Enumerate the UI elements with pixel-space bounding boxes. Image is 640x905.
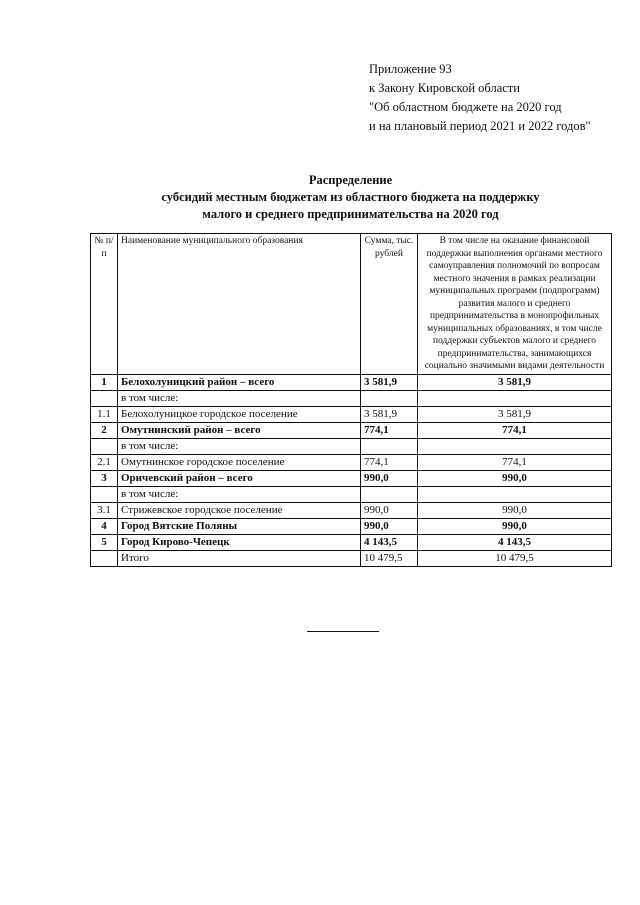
title-line: малого и среднего предпринимательства на 2020 год	[202, 207, 499, 221]
row-sum: 4 143,5	[361, 534, 418, 550]
row-incl: 10 479,5	[418, 550, 612, 566]
row-num: 4	[91, 518, 118, 534]
row-name: Омутнинский район – всего	[118, 422, 361, 438]
row-sum: 10 479,5	[361, 550, 418, 566]
row-name: Город Вятские Поляны	[118, 518, 361, 534]
row-num	[91, 486, 118, 502]
row-name: Стрижевское городское поселение	[118, 502, 361, 518]
table-row	[91, 486, 612, 502]
row-name: Белохолуницкое городское поселение	[118, 406, 361, 422]
title-line: субсидий местным бюджетам из областного бюджета на поддержку	[161, 190, 540, 204]
closing-line	[307, 631, 379, 632]
table-row	[91, 422, 612, 438]
row-num: 1	[91, 374, 118, 390]
appendix-line: к Закону Кировской области	[369, 81, 520, 95]
row-name: Омутнинское городское поселение	[118, 454, 361, 470]
row-incl	[418, 390, 612, 406]
row-num	[91, 438, 118, 454]
table-row	[91, 550, 612, 566]
row-sum: 990,0	[361, 518, 418, 534]
row-num: 1.1	[91, 406, 118, 422]
table-row	[91, 374, 612, 390]
row-name: Город Кирово-Чепецк	[118, 534, 361, 550]
row-num	[91, 390, 118, 406]
appendix-line: Приложение 93	[369, 62, 452, 76]
table-header-row	[91, 234, 612, 375]
row-incl	[418, 486, 612, 502]
appendix-block	[369, 60, 591, 136]
row-incl	[418, 438, 612, 454]
subsidy-table	[90, 233, 612, 567]
table-row	[91, 390, 612, 406]
row-sum	[361, 438, 418, 454]
table-row	[91, 454, 612, 470]
row-name: в том числе:	[118, 486, 361, 502]
row-name: Белохолуницкий район – всего	[118, 374, 361, 390]
row-name: в том числе:	[118, 390, 361, 406]
header-name: Наименование муниципального образования	[118, 234, 361, 375]
row-sum: 3 581,9	[361, 406, 418, 422]
table-row	[91, 438, 612, 454]
row-num: 3	[91, 470, 118, 486]
row-sum: 774,1	[361, 422, 418, 438]
row-name: Оричевский район – всего	[118, 470, 361, 486]
header-num: № п/п	[91, 234, 118, 375]
table-row	[91, 406, 612, 422]
row-sum: 774,1	[361, 454, 418, 470]
row-sum: 990,0	[361, 502, 418, 518]
appendix-line: и на плановый период 2021 и 2022 годов"	[369, 119, 591, 133]
row-sum: 990,0	[361, 470, 418, 486]
row-incl: 990,0	[418, 518, 612, 534]
header-sum: Сумма, тыс. рублей	[361, 234, 418, 375]
row-num: 2	[91, 422, 118, 438]
title-line: Распределение	[308, 173, 393, 187]
row-incl: 3 581,9	[418, 374, 612, 390]
row-incl: 990,0	[418, 502, 612, 518]
row-name: в том числе:	[118, 438, 361, 454]
row-num: 3.1	[91, 502, 118, 518]
row-incl: 774,1	[418, 454, 612, 470]
row-sum: 3 581,9	[361, 374, 418, 390]
row-incl: 3 581,9	[418, 406, 612, 422]
table-row	[91, 470, 612, 486]
row-incl: 774,1	[418, 422, 612, 438]
row-incl: 4 143,5	[418, 534, 612, 550]
table-row	[91, 502, 612, 518]
row-num: 5	[91, 534, 118, 550]
row-num: 2.1	[91, 454, 118, 470]
document-title	[90, 172, 611, 223]
table-body	[91, 374, 612, 566]
row-name: Итого	[118, 550, 361, 566]
row-sum	[361, 486, 418, 502]
row-num	[91, 550, 118, 566]
appendix-line: "Об областном бюджете на 2020 год	[369, 100, 562, 114]
row-incl: 990,0	[418, 470, 612, 486]
row-sum	[361, 390, 418, 406]
table-row	[91, 534, 612, 550]
table-row	[91, 518, 612, 534]
header-incl: В том числе на оказание финансовой поддержки выполнения органами местного самоуправления полномочий по вопросам местного значения в рамках реализации муниципальных программ (подпрограмм) развития малого и среднего предпринимательства в монопрофильных муниципальных образованиях, в том числе поддержки субъектов малого и среднего предпринимательства, занимающихся социально значимыми видами деятельности	[418, 234, 612, 375]
